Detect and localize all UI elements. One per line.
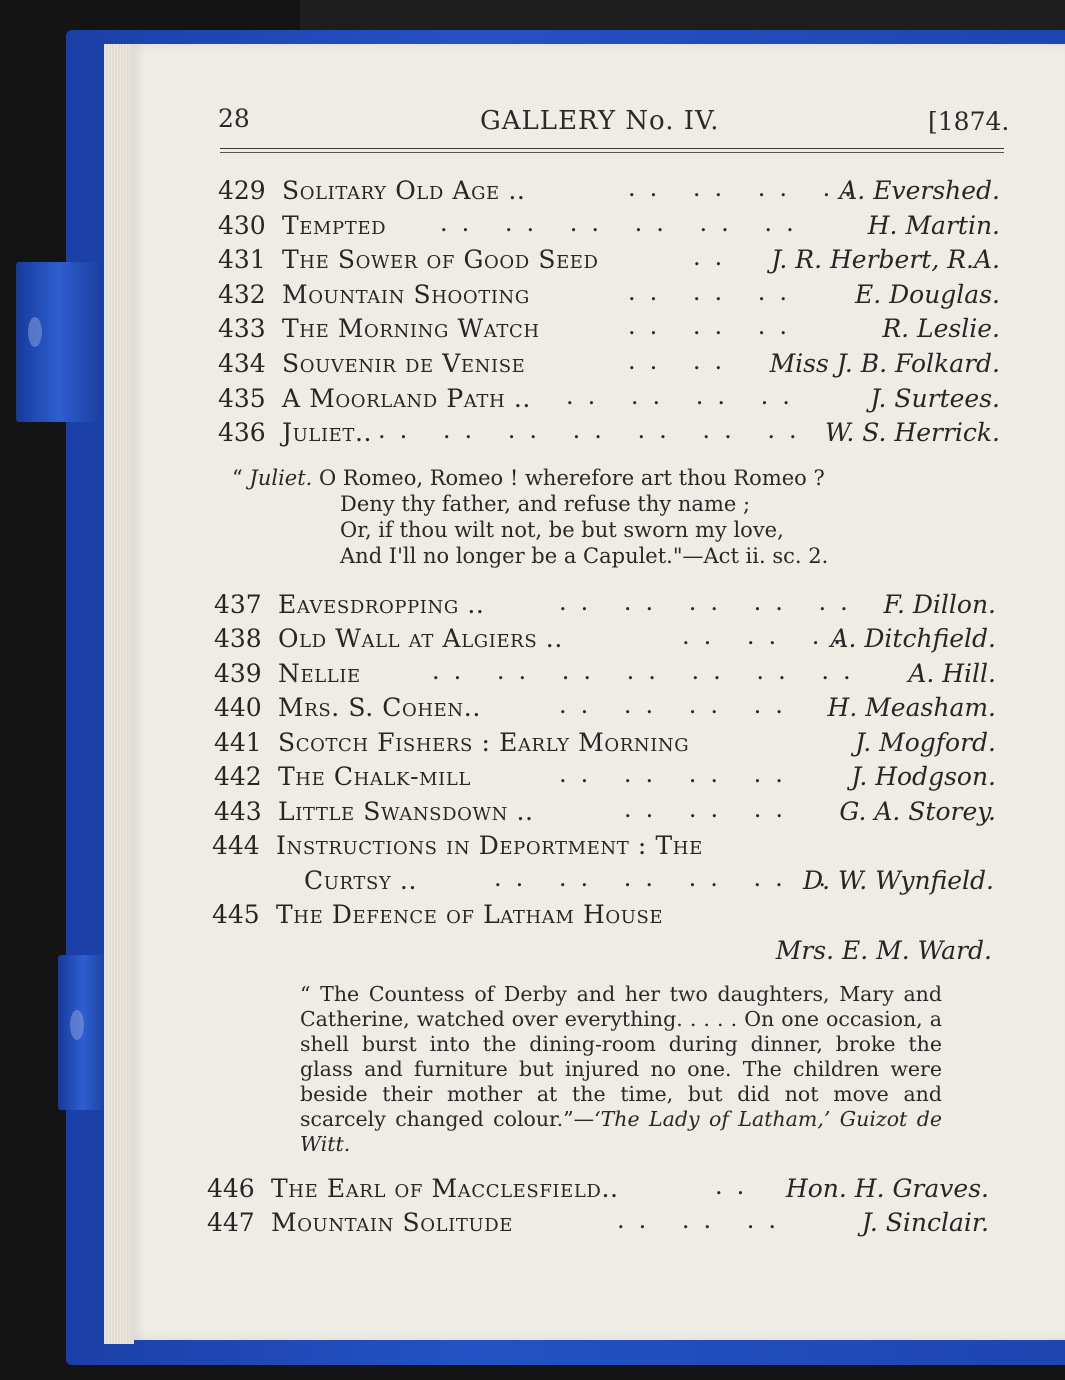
background-strip (300, 0, 1065, 34)
catalogue-entry (218, 245, 1000, 279)
quote-line: Or, if thou wilt not, be but sworn my love, (340, 518, 784, 542)
catalogue-entry-445-artist (212, 936, 992, 970)
leader-dots: .. .. .. .. .. .. (494, 864, 862, 892)
entry-number: 440 (214, 693, 262, 722)
catalogue-entry (218, 418, 1000, 452)
entry-title: Nellie (278, 659, 361, 688)
leader-dots: .. (693, 243, 737, 271)
gallery-title: GALLERY No. IV. (480, 106, 720, 136)
entry-title: The Chalk-mill (278, 762, 471, 791)
leader-dots: .. .. .. (624, 795, 798, 823)
entry-number: 438 (214, 624, 262, 653)
quote-line: O Romeo, Romeo ! wherefore art thou Romeo ? (319, 466, 825, 490)
entry-number: 437 (214, 590, 262, 619)
entry-title: A Moorland Path .. (282, 384, 531, 413)
entry-title: The Sower of Good Seed (282, 245, 599, 274)
entry-artist: J. Hodgson. (851, 762, 996, 791)
quote-line: And I'll no longer be a Capulet."—Act ii. sc. 2. (340, 544, 829, 568)
entry-artist: H. Martin. (867, 211, 1000, 240)
catalogue-entry (214, 797, 996, 831)
catalogue-entry (218, 280, 1000, 314)
leader-dots: .. .. .. .. .. .. .. (432, 657, 865, 685)
catalogue-entry (214, 659, 996, 693)
entry-artist: Miss J. B. Folkard. (769, 349, 1000, 378)
quote-text: “ The Countess of Derby and her two daughters, Mary and Catherine, watched over everything. . . . . On one occasion, a shell burst into the dining-room during dinner, broke the glass and furniture but injured no one. The children were beside their mother at the time, but did not move and scarcely changed colour.”— (300, 982, 942, 1131)
leader-dots: .. (715, 1172, 759, 1200)
entry-artist: J. Surtees. (870, 384, 1000, 413)
entry-number: 445 (212, 900, 260, 929)
entry-number: 432 (218, 280, 266, 309)
entry-number: 433 (218, 314, 266, 343)
header-rule (220, 148, 1004, 149)
entry-title: Tempted (282, 211, 387, 240)
entry-title: Mountain Shooting (282, 280, 530, 309)
entry-number: 431 (218, 245, 266, 274)
leader-dots: .. .. .. .. .. .. (440, 209, 808, 237)
page-edges (104, 44, 134, 1344)
catalogue-entry (214, 693, 996, 727)
entry-title: Eavesdropping .. (278, 590, 485, 619)
leader-dots: .. .. .. .. (566, 382, 804, 410)
page-number: 28 (218, 104, 250, 133)
leader-dots: .. .. (628, 347, 737, 375)
entry-artist: A. Ditchfield. (830, 624, 996, 653)
quote-speaker: Juliet. (249, 466, 313, 490)
catalogue-entry (214, 624, 996, 658)
leader-dots: .. .. .. .. (628, 174, 866, 202)
entry-artist: J. Mogford. (855, 728, 996, 757)
quote-line: Deny thy father, and refuse thy name ; (340, 492, 751, 516)
catalogue-entry (218, 314, 1000, 348)
entry-title: The Defence of Latham House (276, 900, 664, 929)
entry-number: 439 (214, 659, 262, 688)
cloth-tab-top (16, 262, 102, 422)
entry-number: 447 (207, 1208, 255, 1237)
catalogue-entry-445 (212, 900, 994, 934)
leader-dots: .. .. .. .. .. (559, 588, 862, 616)
entry-title: The Earl of Macclesfield.. (271, 1174, 619, 1203)
leader-dots: .. .. .. (628, 278, 802, 306)
entry-artist: A. Hill. (908, 659, 996, 688)
entry-number: 429 (218, 176, 266, 205)
catalogue-entry (218, 211, 1000, 245)
cloth-tab-bottom (58, 955, 108, 1110)
entry-title: Mrs. S. Cohen.. (278, 693, 481, 722)
entry-artist: Mrs. E. M. Ward. (775, 936, 992, 965)
entry-number: 436 (218, 418, 266, 447)
leader-dots: .. .. .. (628, 312, 802, 340)
catalogue-entry (218, 384, 1000, 418)
entry-title: Mountain Solitude (271, 1208, 513, 1237)
quote-source: ‘The Lady of Latham,’ Guizot de Witt. (300, 1107, 942, 1156)
entry-artist: G. A. Storey. (839, 797, 996, 826)
entry-artist: Hon. H. Graves. (785, 1174, 989, 1203)
entry-title: Juliet.. (282, 418, 373, 447)
running-header (0, 104, 1065, 148)
entry-artist: A. Evershed. (839, 176, 1000, 205)
entry-title: Curtsy .. (304, 866, 417, 895)
leader-dots: .. .. .. .. (559, 760, 797, 788)
leader-dots: .. .. .. (617, 1206, 791, 1234)
catalogue-entry (218, 349, 1000, 383)
entry-artist: H. Measham. (827, 693, 996, 722)
catalogue-entry (218, 176, 1000, 210)
catalogue-entry-444-cont (212, 866, 994, 900)
entry-artist: W. S. Herrick. (825, 418, 1000, 447)
entry-title: Instructions in Deportment : The (276, 831, 703, 860)
entry-title: The Morning Watch (282, 314, 540, 343)
entry-number: 443 (214, 797, 262, 826)
leader-dots: .. .. .. .. .. .. .. (378, 416, 811, 444)
catalogue-entry (207, 1174, 989, 1208)
catalogue-entry (214, 762, 996, 796)
entry-title: Old Wall at Algiers .. (278, 624, 563, 653)
entry-title: Souvenir de Venise (282, 349, 526, 378)
entry-title: Little Swansdown .. (278, 797, 534, 826)
entry-number: 446 (207, 1174, 255, 1203)
entry-artist: J. R. Herbert, R.A. (771, 245, 1000, 274)
entry-number: 435 (218, 384, 266, 413)
catalogue-entry-444 (212, 831, 994, 865)
latham-quote (300, 982, 942, 1157)
entry-artist: D. W. Wynfield. (802, 866, 994, 895)
catalogue-entry (214, 728, 996, 762)
catalogue-entry (214, 590, 996, 624)
entry-title: Scotch Fishers : Early Morning (278, 728, 690, 757)
entry-number: 434 (218, 349, 266, 378)
entry-artist: J. Sinclair. (861, 1208, 989, 1237)
leader-dots: .. .. .. (682, 622, 856, 650)
catalogue-entry (207, 1208, 989, 1242)
entry-title: Solitary Old Age .. (282, 176, 526, 205)
entry-artist: E. Douglas. (854, 280, 1000, 309)
header-rule-2 (220, 152, 1004, 153)
leader-dots: .. .. .. .. (559, 691, 797, 719)
entry-number: 441 (214, 728, 262, 757)
entry-artist: F. Dillon. (883, 590, 996, 619)
entry-number: 444 (212, 831, 260, 860)
entry-number: 442 (214, 762, 262, 791)
year: [1874. (928, 107, 1010, 136)
entry-artist: R. Leslie. (882, 314, 1000, 343)
entry-number: 430 (218, 211, 266, 240)
juliet-quote: “ Juliet. O Romeo, Romeo ! wherefore art thou Romeo ? (232, 466, 825, 490)
